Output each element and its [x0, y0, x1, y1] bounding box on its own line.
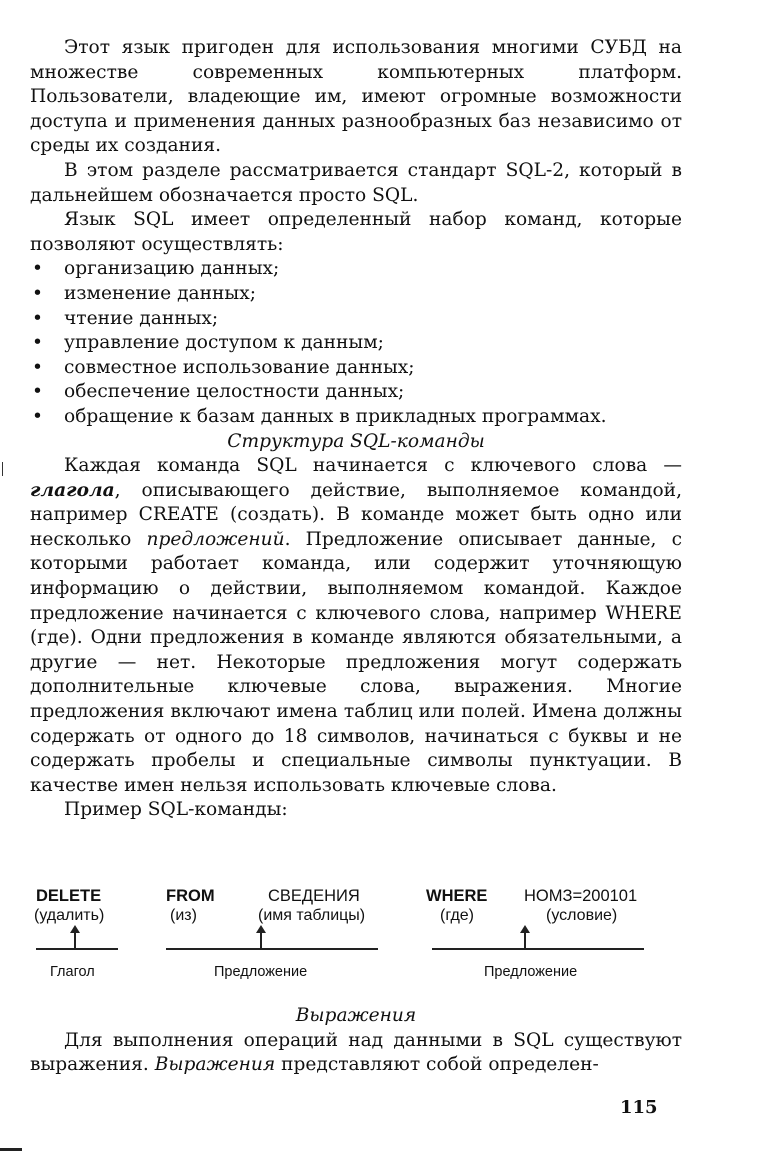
caption-clause-1: Предложение	[214, 964, 308, 980]
text-run: , описывающего действие, выполняемое командой, например CREATE (создать). В команде может быть одно или несколько	[30, 479, 682, 550]
translation-where: (где)	[440, 907, 475, 924]
text-run: представляют собой определен-	[275, 1054, 599, 1076]
translation-from: (из)	[170, 907, 197, 924]
keyword-delete: DELETE	[36, 887, 102, 905]
intro-paragraph-3: Язык SQL имеет определенный набор команд, которые позволяют осуществлять:	[30, 209, 682, 255]
underline-verb	[36, 948, 118, 950]
translation-delete: (удалить)	[34, 907, 105, 924]
list-item: • обеспечение целостности данных;	[30, 380, 682, 405]
translation-condition: (условие)	[546, 907, 618, 924]
text-run: Каждая команда SQL начинается с ключевого слова —	[64, 455, 682, 477]
page-body	[30, 36, 682, 823]
text-run: . Предложение описывает данные, с которыми работает команда, или содержит уточняющую информацию о действии, выполняемом командой. Каждое предложение начинается с ключевого слова, например WHERE (где). Одни предложения в команде являются обязательными, а другие — нет. Некоторые предложения могут содержать дополнительные ключевые слова, выражения. Многие предложения включают имена таблиц или полей. Имена должны содержать от одного до 18 символов, начинаться с буквы и не содержать пробелы и специальные символы пунктуации. В качестве имен нельзя использовать ключевые слова.	[30, 528, 682, 796]
condition: НОМЗ=200101	[524, 887, 638, 905]
arrow-up-icon	[524, 932, 526, 948]
list-item: • управление доступом к данным;	[30, 331, 682, 356]
underline-clause-2	[432, 948, 644, 950]
list-item: • изменение данных;	[30, 282, 682, 307]
list-item: • совместное использование данных;	[30, 356, 682, 381]
section-heading-expressions: Выражения	[295, 1005, 417, 1026]
caption-verb: Глагол	[50, 964, 95, 980]
margin-mark	[2, 462, 3, 476]
section-heading-structure: Структура SQL-команды	[227, 430, 485, 452]
translation-table: (имя таблицы)	[258, 907, 366, 924]
capability-list	[30, 257, 682, 429]
text-run: Для выполнения операций над данными в SQL существуют выражения.	[30, 1029, 682, 1076]
expressions-paragraph	[30, 1029, 682, 1078]
underline-clause-1	[166, 948, 378, 950]
arrow-up-icon	[74, 932, 76, 948]
sql-command-diagram	[30, 884, 682, 994]
list-item: • организацию данных;	[30, 257, 682, 282]
term-expressions: Выражения	[154, 1054, 276, 1076]
intro-paragraph-2: В этом разделе рассматривается стандарт SQL-2, который в дальнейшем обозначается просто SQL.	[30, 159, 682, 206]
list-item: • чтение данных;	[30, 307, 682, 332]
term-clauses: предложений	[146, 528, 285, 550]
example-label: Пример SQL-команды:	[64, 799, 288, 821]
term-verb: глагола	[30, 479, 115, 501]
keyword-where: WHERE	[426, 887, 488, 905]
caption-clause-2: Предложение	[484, 964, 578, 980]
structure-paragraph	[30, 454, 682, 798]
page-number: 115	[620, 1097, 658, 1118]
table-name: СВЕДЕНИЯ	[268, 887, 360, 905]
keyword-from: FROM	[166, 887, 215, 905]
scan-edge-mark	[0, 1148, 22, 1151]
list-item: • обращение к базам данных в прикладных программах.	[30, 405, 682, 430]
arrow-up-icon	[260, 932, 262, 948]
intro-paragraph-1: Этот язык пригоден для использования многими СУБД на множестве современных компьютерных платформ. Пользователи, владеющие им, имеют огромные возможности доступа и применения данных разнообразных баз независимо от среды их создания.	[30, 37, 682, 157]
expressions-section	[30, 1004, 682, 1078]
